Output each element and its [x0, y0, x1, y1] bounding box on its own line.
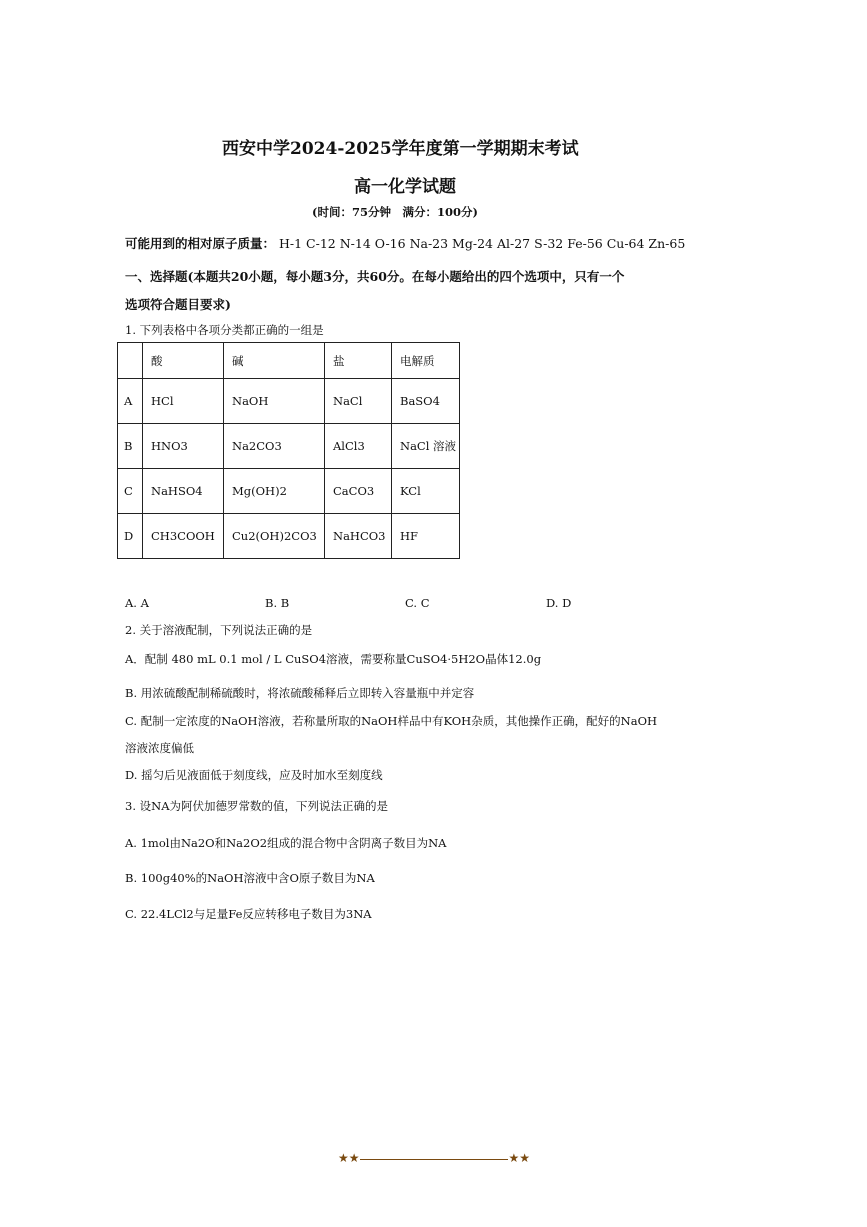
atomic-mass-line	[125, 234, 685, 252]
table-cell: D	[118, 514, 143, 559]
q1-option-b: B. B	[265, 596, 290, 610]
table-header-cell: 盐	[325, 343, 392, 379]
q2-stem: 2. 关于溶液配制，下列说法正确的是	[125, 623, 313, 637]
table-cell: C	[118, 469, 143, 514]
table-header-row	[118, 343, 460, 379]
q1-stem: 1. 下列表格中各项分类都正确的一组是	[125, 323, 324, 337]
q1-option-c: C. C	[405, 596, 430, 610]
q2-option-d: D. 摇匀后见液面低于刻度线，应及时加水至刻度线	[125, 768, 383, 782]
exam-time-info: (时间：75分钟 满分：100分)	[312, 205, 478, 219]
footer-divider	[360, 1159, 508, 1160]
q2-option-a-text: 480 mL 0.1 mol / L CuSO4溶液，需要称量CuSO4·5H2O晶体12.0g	[171, 652, 542, 666]
table-cell: B	[118, 424, 143, 469]
table-cell: HCl	[143, 379, 224, 424]
q3-option-b: B. 100g40%的NaOH溶液中含O原子数目为NA	[125, 871, 375, 885]
table-cell: A	[118, 379, 143, 424]
q3-stem: 3. 设NA为阿伏加德罗常数的值，下列说法正确的是	[125, 799, 388, 813]
section1-heading-line1: 一、选择题(本题共20小题，每小题3分，共60分。在每小题给出的四个选项中，只有一个	[125, 269, 625, 284]
table-row	[118, 469, 460, 514]
table-cell: NaCl	[325, 379, 392, 424]
table-cell: Cu2(OH)2CO3	[224, 514, 325, 559]
table-cell: Na2CO3	[224, 424, 325, 469]
q2-option-b: B. 用浓硫酸配制稀硫酸时，将浓硫酸稀释后立即转入容量瓶中并定容	[125, 686, 475, 700]
q3-option-c: C. 22.4LCl2与足量Fe反应转移电子数目为3NA	[125, 907, 372, 921]
q2-option-c-line2: 溶液浓度偏低	[125, 741, 194, 755]
table-cell: NaHCO3	[325, 514, 392, 559]
q1-option-d: D. D	[546, 596, 572, 610]
table-cell: CH3COOH	[143, 514, 224, 559]
q2-option-a	[125, 651, 541, 667]
exam-title: 西安中学2024-2025学年度第一学期期末考试	[222, 139, 579, 159]
table-header-cell: 碱	[224, 343, 325, 379]
exam-subtitle: 高一化学试题	[354, 177, 456, 197]
table-cell: NaCl 溶液	[392, 424, 460, 469]
table-row	[118, 424, 460, 469]
table-header-cell: 电解质	[392, 343, 460, 379]
star-icon: ★★	[338, 1151, 360, 1165]
page-footer-ornament	[338, 1152, 530, 1166]
table-header-cell	[118, 343, 143, 379]
atomic-mass-label: 可能用到的相对原子质量：	[125, 236, 276, 251]
table-cell: BaSO4	[392, 379, 460, 424]
q2-option-a-prefix: A．配制	[125, 652, 168, 666]
table-cell: HNO3	[143, 424, 224, 469]
q1-option-a: A. A	[125, 596, 149, 610]
table-cell: HF	[392, 514, 460, 559]
table-row	[118, 379, 460, 424]
table-cell: KCl	[392, 469, 460, 514]
table-row	[118, 514, 460, 559]
section1-heading-line2: 选项符合题目要求)	[125, 297, 231, 312]
q2-option-c-line1: C. 配制一定浓度的NaOH溶液，若称量所取的NaOH样品中有KOH杂质，其他操作正确，配好的NaOH	[125, 714, 658, 728]
table-cell: NaOH	[224, 379, 325, 424]
q1-classification-table	[117, 342, 460, 559]
q3-option-a: A. 1mol由Na2O和Na2O2组成的混合物中含阴离子数目为NA	[125, 836, 447, 850]
table-cell: CaCO3	[325, 469, 392, 514]
star-icon: ★★	[508, 1151, 530, 1165]
table-cell: AlCl3	[325, 424, 392, 469]
table-header-cell: 酸	[143, 343, 224, 379]
atomic-mass-values: H-1 C-12 N-14 O-16 Na-23 Mg-24 Al-27 S-32 Fe-56 Cu-64 Zn-65	[279, 236, 686, 251]
table-cell: NaHSO4	[143, 469, 224, 514]
table-cell: Mg(OH)2	[224, 469, 325, 514]
